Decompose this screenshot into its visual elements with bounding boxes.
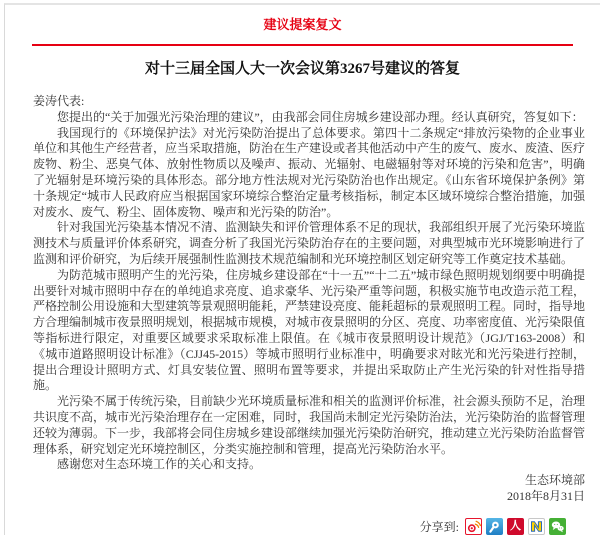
share-wechat-icon[interactable]	[549, 518, 566, 535]
paragraph-1: 您提出的“关于加强光污染治理的建议”，由我部会同住房城乡建设部办理。经认真研究，答复如下：	[57, 109, 584, 124]
paragraph-5: 光污染不属于传统污染，目前缺少光环境质量标准和相关的监测评价标准，社会源头预防不足，治理共识度不高，城市光污染治理存在一定困难，同时，我国尚未制定光污染防治法，光污染防治的监督管理还较为薄弱。下一步，我部将会同住房城乡建设部继续加强光污染防治研究，推动建立光污染防治监督管理体系，研究划定光环境控制区，分类实施控制和管理，提高光污染防治水平。	[33, 394, 586, 456]
red-divider	[32, 44, 573, 46]
share-netease-weibo-icon[interactable]	[528, 518, 545, 535]
share-bar	[5, 518, 600, 535]
share-tencent-weibo-icon[interactable]	[486, 518, 503, 535]
doc-category-label: 建议提案复文	[263, 17, 342, 32]
paragraph-3: 针对我国光污染基本情况不清、监测缺失和评价管理体系不足的现状，我部组织开展了光污染环境监测技术与质量评价体系研究，调查分析了我国光污染防治存在的主要问题，对典型城市光环境影响进行了监测和评价研究，为后续开展强制性监测技术规范编制和光环境控制区划定研究等工作奠定技术基础。	[33, 220, 586, 266]
salutation: 姜涛代表:	[33, 94, 85, 108]
share-sina-weibo-icon[interactable]	[465, 518, 482, 535]
letter-body	[33, 94, 585, 505]
share-renren-icon[interactable]	[507, 518, 524, 535]
share-label: 分享到:	[419, 519, 459, 534]
page-title: 对十三届全国人大一次会议第3267号建议的答复	[144, 61, 460, 77]
renren-glyph: 人	[510, 519, 521, 532]
paragraph-6: 感谢您对生态环境工作的关心和支持。	[57, 457, 262, 472]
signature-date: 2018年8月31日	[506, 488, 585, 503]
signature: 生态环境部	[524, 473, 585, 488]
paragraph-4: 为防范城市照明产生的光污染，住房城乡建设部在“十一五”“十二五”城市绿色照明规划纲要中明确提出要针对城市照明中存在的单纯追求亮度、追求豪华、光污染严重等问题，积极实施节电改造示范工程，严格控制公用设施和大型建筑等景观照明能耗，严禁建设亮度、能耗超标的景观照明工程。同时，指导地方合理编制城市夜景照明规划，根据城市规模，对城市夜景照明的分区、亮度、功率密度值、光污染限值等指标进行限定，对重要区域要求采取标准上限值。在《城市夜景照明设计规范》（JGJ/T163-2008）和《城市道路照明设计标准》（CJJ45-2015）等城市照明行业标准中，明确要求对眩光和光污染进行控制，提出合理设计照明方式、灯具安装位置、照明布置等要求，并提出采取防止产生光污染的针对性指导措施。	[33, 267, 586, 393]
document-page	[4, 3, 600, 535]
paragraph-2: 我国现行的《环境保护法》对光污染防治提出了总体要求。第四十二条规定“排放污染物的企业事业单位和其他生产经营者，应当采取措施，防治在生产建设或者其他活动中产生的废气、废水、废渣、医疗废物、粉尘、恶臭气体、放射性物质以及噪声、振动、光辐射、电磁辐射等对环境的污染和危害”，明确了光辐射是环境污染的具体形态。部分地方性法规对光污染防治也作出规定。《山东省环境保护条例》第十条规定“城市人民政府应当根据国家环境综合整治定量考核指标，制定本区域环境综合整治措施，加强对废水、废气、粉尘、固体废物、噪声和光污染的防治”。	[33, 125, 586, 219]
